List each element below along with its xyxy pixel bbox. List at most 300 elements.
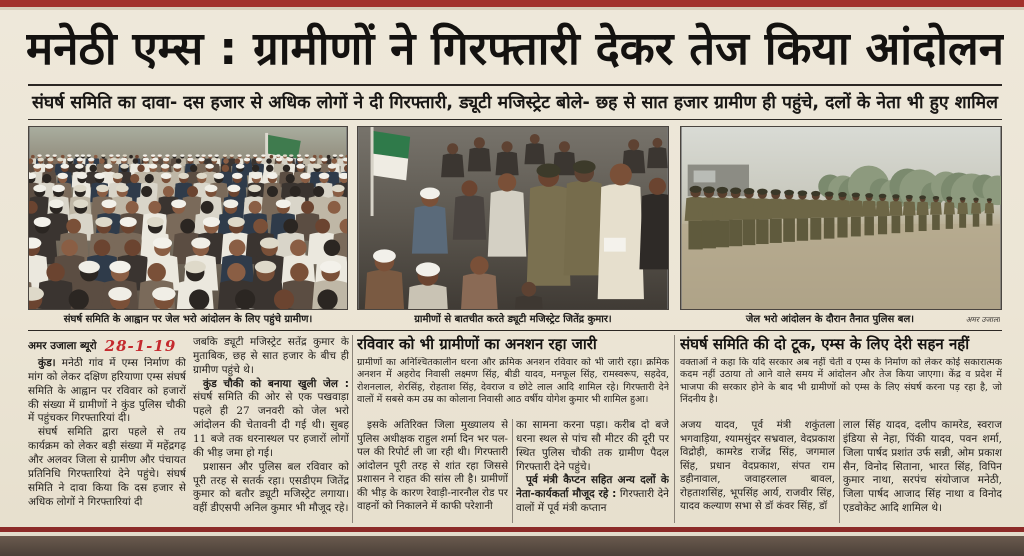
person-headwear (253, 154, 257, 156)
person-headwear (946, 197, 952, 201)
person-headwear (109, 154, 113, 156)
person-headwear (94, 173, 105, 179)
person-headwear (116, 185, 129, 192)
person-head (66, 219, 81, 234)
main-story-column-1 (28, 357, 186, 523)
headline-rule (28, 84, 1002, 86)
person-headwear (172, 154, 176, 156)
person-headwear (188, 154, 192, 156)
person-headwear (171, 199, 186, 208)
person-headwear (120, 217, 137, 227)
person-headwear (784, 190, 794, 196)
paragraph (28, 426, 186, 509)
person-headwear (178, 173, 189, 179)
person-body (488, 190, 527, 256)
paragraph (516, 474, 669, 516)
person-legs (756, 219, 768, 244)
person-headwear (420, 188, 440, 200)
vehicle-window (694, 171, 716, 183)
person-head (283, 219, 298, 234)
person-legs (932, 215, 940, 230)
person-headwear (228, 217, 245, 227)
person-head (610, 163, 632, 185)
person-body (944, 202, 955, 214)
person-headwear (121, 158, 127, 162)
paragraph (680, 357, 1002, 406)
paragraph (193, 461, 349, 516)
person-legs (716, 220, 730, 247)
person-head (521, 282, 536, 297)
person-headwear (771, 189, 781, 195)
subhead-lead: पूर्व मंत्री कैप्टन सहित अन्य दलों के नेता-कार्यकर्ता मौजूद रहे : (516, 474, 669, 501)
person-headwear (161, 173, 172, 179)
person-body (971, 203, 981, 214)
paragraph-text: वक्ताओं ने कहा कि यदि सरकार अब नहीं चेती व एम्स के निर्माण को लेकर कोई सकारात्मक कदम नहीं उठाया तो आने वाले समय में आंदोलन और तेज किया जाएगा। केंद्र व प्रदेश में भाजपा की सरकार होने के बाद भी ग्रामीणों को एम्स के लिए संघर्ष करना पड़ रहा है, जो निंदनीय है। (680, 357, 1002, 406)
person-head (176, 158, 182, 164)
person-head (301, 201, 314, 214)
person-head (274, 289, 294, 309)
paragraph-text: लाल सिंह यादव, दलीप कामरेड, स्वराज इंडिया से नेहा, पिंकी यादव, पवन शर्मा, जिला पार्षद प्रशांत उर्फ सन्नी, ओम प्रकाश सैन, विनोद सिताना, भारत सिंह, विपिन कुमार नाथा, सरपंच संयोजाज मनेठी, जिला पार्षद आजाद सिंह नाथा व विनोद एडवोकेट आदि शामिल थे। (843, 419, 1002, 515)
person-headwear (61, 164, 70, 169)
person-head (327, 155, 331, 159)
person-headwear (104, 164, 113, 169)
person-head (332, 158, 338, 164)
person-head (313, 186, 324, 197)
person-head (235, 158, 241, 164)
crowd-figures (28, 133, 348, 310)
person-legs (743, 219, 756, 245)
person-head (319, 155, 323, 159)
person-headwear (537, 164, 561, 178)
person-legs (729, 220, 742, 246)
person-head (180, 219, 195, 234)
person-headwear (865, 193, 873, 198)
person-headwear (319, 173, 330, 179)
person-headwear (205, 185, 218, 192)
person-head (283, 165, 290, 172)
person-headwear (960, 197, 966, 200)
person-headwear (201, 154, 205, 156)
person-head (135, 155, 139, 159)
person-head (94, 239, 111, 256)
person-head (559, 141, 570, 152)
police-figures (682, 165, 1002, 309)
person-headwear (153, 237, 172, 248)
bottom-border-band (0, 527, 1024, 556)
subhead-lead: कुंड चौकी को बनाया खुली जेल : (203, 377, 349, 390)
person-headwear (852, 193, 860, 198)
person-headwear (744, 188, 755, 194)
person-head (223, 158, 229, 164)
person-headwear (730, 187, 741, 194)
photo-caption-3: जेल भरो आंदोलन के दौरान तैनात पुलिस बल। (745, 314, 915, 325)
person-headwear (81, 154, 85, 156)
paragraph-text: संघर्ष समिति की ओर से एक पखवाड़ा पहले ही 27 जनवरी को जेल भरो आंदोलन की चेतावनी दी गई थी। सुबह 11 बजे तक धरनास्थल पर हजारों लोगों की भीड़ जमा हो गई। (193, 391, 349, 459)
person-headwear (151, 154, 155, 156)
person-headwear (74, 185, 87, 192)
person-body (460, 273, 499, 310)
person-head (235, 289, 255, 309)
person-legs (851, 217, 861, 237)
person-headwear (919, 195, 926, 199)
person-headwear (173, 164, 182, 169)
person-headwear (37, 154, 41, 156)
person-body (903, 201, 916, 215)
person-head (148, 263, 166, 281)
person-headwear (879, 194, 887, 199)
person-head (163, 186, 174, 197)
paragraph (357, 419, 508, 514)
person-body (821, 200, 837, 218)
main-headline: मनेठी एम्स : ग्रामीणों ने गिरफ्तारी देकर तेज किया आंदोलन (26, 22, 1004, 75)
person-headwear (203, 217, 220, 227)
person-head (145, 174, 154, 183)
person-headwear (185, 261, 206, 273)
person-headwear (287, 158, 293, 162)
person-headwear (96, 185, 109, 192)
person-body (364, 270, 405, 310)
person-headwear (57, 173, 68, 179)
person-body (564, 181, 605, 276)
column-rule (352, 335, 353, 523)
person-headwear (34, 217, 51, 227)
person-head (267, 186, 278, 197)
person-body (835, 200, 851, 217)
column-rule (512, 419, 513, 523)
person-headwear (333, 154, 337, 156)
person-headwear (57, 158, 63, 162)
person-headwear (297, 154, 301, 156)
person-headwear (223, 154, 227, 156)
paragraph-text: अजय यादव, पूर्व मंत्री शकुंतला भगवाड़िया, श्यामसुंदर सभ्रवाल, वेदप्रकाश विद्रोही, कामरेड राजेंद्र सिंह, जगमाल सिंह, प्रधान वेदप्रकाश, संपत राम डहीनावाल, जवाहरलाल बावल, रोहताशसिंह, भूपसिंह आर्य, राजवीर सिंह, यादव कल्याण सभा से डॉ कंवर सिंह, डॉ (680, 419, 835, 513)
flag-pole (371, 127, 374, 216)
person-headwear (75, 164, 84, 169)
person-headwear (101, 154, 105, 156)
person-head (31, 155, 35, 159)
person-headwear (52, 185, 65, 192)
person-head (201, 201, 214, 214)
person-headwear (161, 164, 170, 169)
person-headwear (892, 194, 899, 198)
person-head (628, 139, 639, 150)
person-headwear (373, 249, 396, 262)
person-headwear (283, 154, 287, 156)
person-headwear (906, 195, 913, 199)
committee-column-2 (843, 419, 1002, 523)
person-headwear (75, 154, 79, 156)
person-headwear (838, 192, 847, 197)
person-headwear (232, 173, 243, 179)
person-body (848, 200, 863, 217)
person-head (229, 239, 246, 256)
person-headwear (987, 198, 992, 201)
person-headwear (37, 158, 43, 162)
person-legs (864, 216, 873, 235)
person-head (222, 165, 229, 172)
person-headwear (95, 217, 112, 227)
person-head (190, 165, 197, 172)
paragraph-text: का सामना करना पड़ा। करीब दो बजे धरना स्थल से पांच सौ मीटर की दूरी पर स्थित पुलिस चौकी तक ग्रामीण पैदल गिरफ्तारी देने पहुंचे। (516, 419, 669, 473)
person-headwear (152, 287, 176, 301)
person-headwear (690, 186, 702, 193)
person-legs (878, 216, 887, 234)
person-head (90, 165, 97, 172)
top-border-band (0, 0, 1024, 7)
person-headwear (77, 158, 83, 162)
person-head (653, 138, 663, 148)
person-head (124, 239, 141, 256)
person-headwear (158, 154, 162, 156)
person-legs (892, 216, 901, 233)
person-head (462, 180, 478, 196)
person-legs (905, 215, 913, 232)
person-headwear (187, 158, 193, 162)
paragraph (193, 336, 349, 378)
person-headwear (208, 154, 212, 156)
column-rule (839, 419, 840, 523)
person-head (148, 201, 161, 214)
subheadline-rule (28, 119, 1002, 120)
person-head (324, 239, 341, 256)
person-headwear (260, 237, 279, 248)
person-headwear (149, 164, 158, 169)
person-headwear (261, 154, 265, 156)
person-headwear (246, 154, 250, 156)
person-headwear (309, 158, 315, 162)
person-headwear (237, 154, 241, 156)
person-head (266, 165, 273, 172)
person-headwear (825, 191, 834, 196)
paragraph (516, 419, 669, 474)
person-headwear (102, 199, 117, 208)
paragraph (357, 357, 669, 406)
person-headwear (276, 158, 282, 162)
person-body (441, 153, 464, 177)
person-body (513, 295, 544, 310)
person-body (957, 202, 968, 214)
hunger-strike-column-2 (516, 419, 669, 523)
paper-sheet (604, 238, 626, 252)
person-head (290, 263, 308, 281)
person-headwear (123, 154, 127, 156)
person-headwear (33, 164, 42, 169)
person-headwear (88, 158, 94, 162)
person-head (129, 155, 133, 159)
person-body (889, 201, 902, 216)
person-legs (702, 221, 716, 249)
person-headwear (108, 287, 132, 301)
person-head (133, 158, 139, 164)
person-head (315, 219, 330, 234)
person-body (916, 201, 928, 215)
person-body (647, 147, 668, 168)
person-headwear (339, 154, 343, 156)
person-head (649, 178, 666, 195)
person-body (862, 200, 877, 216)
person-body (495, 151, 518, 175)
person-headwear (180, 154, 184, 156)
person-head (99, 158, 105, 164)
person-head (187, 186, 198, 197)
person-body (453, 195, 486, 240)
person-headwear (87, 154, 91, 156)
photo-villagers-crowd (28, 126, 348, 310)
person-headwear (112, 173, 123, 179)
person-headwear (256, 158, 262, 162)
person-headwear (236, 164, 245, 169)
person-headwear (46, 154, 50, 156)
person-body (406, 284, 450, 310)
person-head (141, 186, 152, 197)
photo-caption-1: संघर्ष समिति के आह्वान पर जेल भरो आंदोलन के लिए पहुंचे ग्रामीण। (63, 314, 313, 325)
person-head (447, 143, 458, 154)
person-legs (919, 215, 927, 231)
photo-duty-magistrate (357, 126, 669, 310)
caption-rule (28, 330, 1002, 331)
person-headwear (248, 185, 261, 192)
person-headwear (45, 164, 54, 169)
person-headwear (328, 164, 337, 169)
person-headwear (215, 154, 219, 156)
person-headwear (53, 154, 57, 156)
person-head (126, 201, 139, 214)
handwritten-date: 28-1-19 (104, 337, 177, 355)
person-headwear (332, 185, 345, 192)
person-headwear (195, 154, 199, 156)
person-headwear (77, 173, 88, 179)
person-head (530, 134, 540, 144)
person-headwear (79, 261, 100, 273)
person-head (290, 186, 301, 197)
person-headwear (230, 154, 234, 156)
person-legs (837, 217, 847, 237)
photo-caption-2: ग्रामीणों से बातचीत करते ड्यूटी मजिस्ट्रेट जितेंद्र कुमार। (414, 314, 612, 325)
person-body (524, 143, 545, 164)
person-head (130, 174, 139, 183)
person-headwear (300, 173, 311, 179)
person-head (69, 289, 89, 309)
person-head (42, 174, 51, 183)
subheadline-text: दस हजार से अधिक लोगों ने दी गिरफ्तारी, ड्यूटी मजिस्ट्रेट बोले- छह से सात हजार ग्रामीण ही पहुंचे, दलों के नेता भी हुए शामिल (183, 93, 998, 113)
person-legs (986, 213, 992, 225)
person-head (249, 201, 262, 214)
paragraph (28, 357, 186, 426)
hunger-strike-column-1 (357, 419, 508, 523)
person-headwear (811, 191, 820, 196)
dateline: कुंड। (38, 357, 56, 369)
person-headwear (110, 158, 116, 162)
person-headwear (211, 158, 217, 162)
bureau-label: अमर उजाला ब्यूरो (28, 340, 97, 352)
person-headwear (67, 158, 73, 162)
paragraph (843, 419, 1002, 516)
column-rule (674, 335, 675, 523)
person-body (412, 205, 448, 253)
person-head (253, 219, 268, 234)
person-head (270, 155, 274, 159)
person-headwear (416, 262, 440, 276)
person-headwear (163, 158, 169, 162)
person-body (985, 203, 994, 213)
person-headwear (973, 198, 979, 201)
person-legs (810, 218, 821, 240)
person-headwear (320, 261, 341, 273)
person-head (317, 289, 337, 309)
person-headwear (933, 196, 939, 200)
person-headwear (205, 164, 214, 169)
person-headwear (289, 154, 293, 156)
main-story-column-2 (193, 336, 349, 523)
person-head (137, 165, 144, 172)
person-headwear (191, 237, 210, 248)
person-head (474, 137, 485, 148)
paragraph-text: संघर्ष समिति द्वारा पहले से तय कार्यक्रम को लेकर बड़ी संख्या में महेंद्रगढ़ और अलवर जिला से ग्रामीण और पंचायत प्रतिनिधि गिरफ्तारियां देने पहुंचे। संघर्ष समिति ने दावा किया कि दस हजार से अधिक लोगों ने गिरफ्तारियां दी (28, 426, 186, 508)
person-head (61, 239, 78, 256)
person-headwear (313, 164, 322, 169)
person-headwear (47, 158, 53, 162)
person-headwear (276, 199, 291, 208)
person-legs (824, 217, 835, 238)
person-head (328, 201, 341, 214)
person-head (252, 165, 259, 172)
person-headwear (198, 158, 204, 162)
person-head (189, 289, 209, 309)
subheadline (28, 90, 1002, 117)
person-headwear (276, 154, 280, 156)
paragraph-text: ग्रामीणों का अनिश्चितकालीन धरना और क्रमिक अनशन रविवार को भी जारी रहा। क्रमिक अनशन में अहरोद निवासी लक्ष्मण सिंह, बीडी यादव, मनफूल सिंह, रामस्वरूप, सहदेव, रोशनलाल, शेरसिंह, रोहताश सिंह, देवराज व छोटे लाल आदि शामिल रहे। गिरफ्तारी देने वालों में सबसे कम उम्र का कोलाना निवासी आठ वर्षीय योगेश कुमार भी शामिल हुआ। (357, 357, 669, 406)
person-head (470, 256, 488, 274)
paragraph (680, 419, 835, 514)
byline (28, 336, 188, 356)
person-legs (770, 219, 782, 243)
person-head (46, 263, 64, 281)
person-head (227, 263, 245, 281)
person-body (639, 194, 669, 270)
person-headwear (297, 158, 303, 162)
person-head (94, 155, 98, 159)
person-headwear (255, 261, 276, 273)
person-headwear (165, 154, 169, 156)
person-headwear (228, 185, 241, 192)
person-legs (973, 214, 980, 227)
hunger-strike-intro (357, 357, 669, 414)
person-legs (946, 214, 953, 229)
person-headwear (251, 173, 262, 179)
top-border-strip (0, 7, 1024, 10)
person-headwear (244, 158, 250, 162)
person-headwear (757, 189, 768, 195)
person-headwear (573, 160, 596, 173)
person-head (266, 158, 272, 164)
committee-intro (680, 357, 1002, 414)
person-legs (959, 214, 966, 228)
person-body (468, 147, 491, 171)
person-legs (797, 218, 808, 241)
person-body (930, 202, 942, 215)
paragraph-text: प्रशासन और पुलिस बल रविवार को पूरी तरह से सतर्क रहा। एसडीएम जितेंद्र कुमार को बतौर ड्यूटी मजिस्ट्रेट लगाया। वहीं डीएसपी अनिल कुमार भी मौजूद रहे। (193, 460, 349, 515)
person-body (876, 201, 890, 216)
person-headwear (33, 185, 46, 192)
person-head (286, 174, 295, 183)
person-headwear (109, 261, 130, 273)
person-head (290, 239, 307, 256)
photo-police-force (680, 126, 1002, 310)
paragraph-text: मनेठी गांव में एम्स निर्माण की मांग को लेकर दक्षिण हरियाणा एम्स संघर्ष समिति के आह्वान पर रविवार को हजारों की संख्या में ग्रामीणों ने कुंड पुलिस चौकी में पहुंचकर गिरफ्तारियां दी। (28, 357, 186, 425)
paragraph (193, 378, 349, 461)
person-headwear (120, 164, 129, 169)
person-headwear (321, 158, 327, 162)
subheadline-lead: संघर्ष समिति का दावा- (32, 93, 178, 113)
